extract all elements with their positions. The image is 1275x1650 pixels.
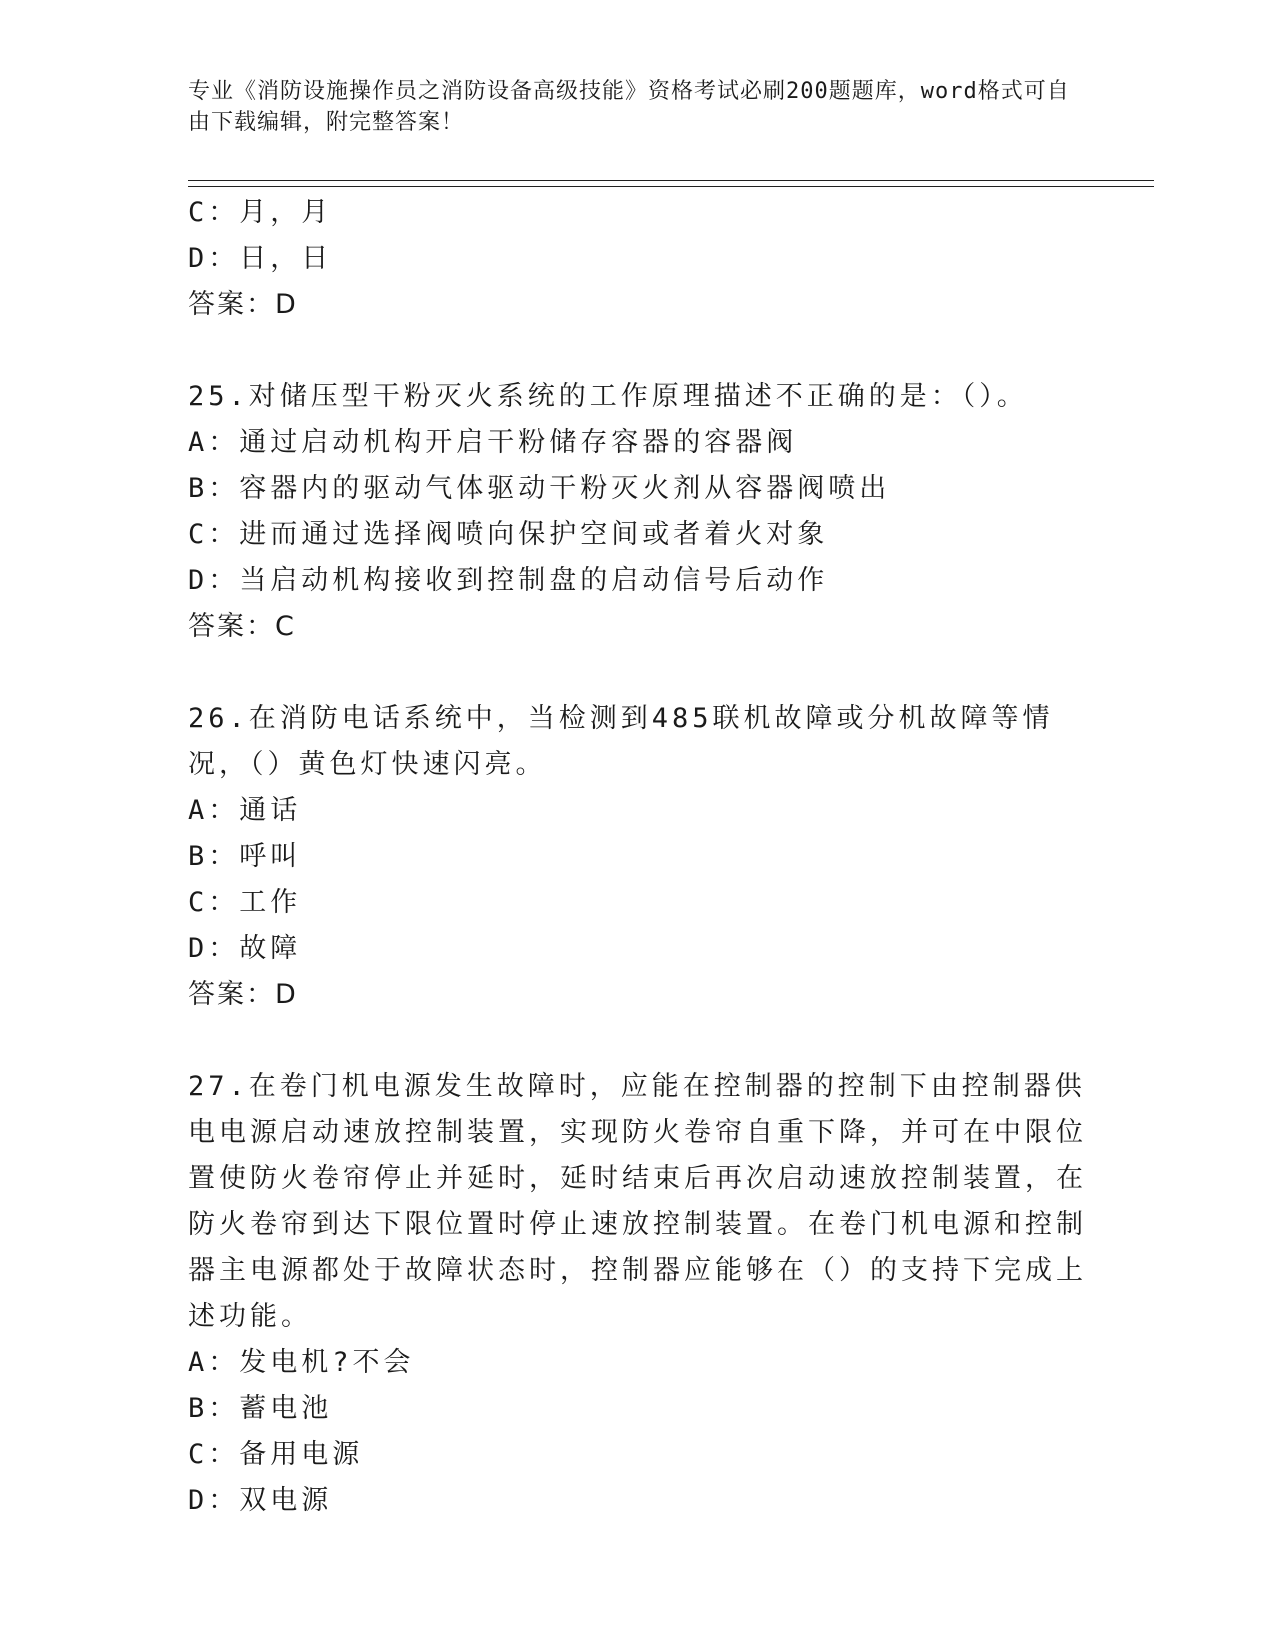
- option-d: D：当启动机构接收到控制盘的启动信号后动作: [188, 565, 829, 596]
- document-header: 专业《消防设施操作员之消防设备高级技能》资格考试必刷200题题库，word格式可自由下载编辑，附完整答案！: [188, 79, 1070, 135]
- option-b: B：蓄电池: [188, 1393, 333, 1424]
- question-content: [188, 190, 1088, 1524]
- question-stem: 27.在卷门机电源发生故障时，应能在控制器的控制下由控制器供电电源启动速放控制装置，实现防火卷帘自重下降，并可在中限位置使防火卷帘停止并延时，延时结束后再次启动速放控制装置，在防火卷帘到达下限位置时停止速放控制装置。在卷门机电源和控制器主电源都处于故障状态时，控制器应能够在（）的支持下完成上述功能。: [188, 1071, 1087, 1332]
- option-a: A：发电机?不会: [188, 1347, 415, 1378]
- question-27: [188, 1064, 1088, 1524]
- option-c: C：工作: [188, 887, 302, 918]
- question-stem: 26.在消防电话系统中，当检测到485联机故障或分机故障等情况，（）黄色灯快速闪亮。: [188, 703, 1054, 780]
- option-b: B：容器内的驱动气体驱动干粉灭火剂从容器阀喷出: [188, 473, 891, 504]
- option-b: B：呼叫: [188, 841, 302, 872]
- question-25: [188, 374, 1088, 650]
- option-c: C：备用电源: [188, 1439, 364, 1470]
- option-a: A：通过启动机构开启干粉储存容器的容器阀: [188, 427, 798, 458]
- option-d: D：日，日: [188, 243, 333, 274]
- option-d: D：双电源: [188, 1485, 333, 1516]
- option-a: A：通话: [188, 795, 302, 826]
- header-rule-bottom: [188, 186, 1154, 187]
- question-stem: 25.对储压型干粉灭火系统的工作原理描述不正确的是：（）。: [188, 381, 1028, 412]
- answer-line: 答案：D: [188, 289, 298, 320]
- answer-line: 答案：D: [188, 979, 298, 1010]
- option-c: C：进而通过选择阀喷向保护空间或者着火对象: [188, 519, 829, 550]
- question-26: [188, 696, 1088, 1018]
- option-d: D：故障: [188, 933, 302, 964]
- option-c: C：月，月: [188, 197, 333, 228]
- answer-line: 答案：C: [188, 611, 296, 642]
- header-rule-top: [188, 180, 1154, 181]
